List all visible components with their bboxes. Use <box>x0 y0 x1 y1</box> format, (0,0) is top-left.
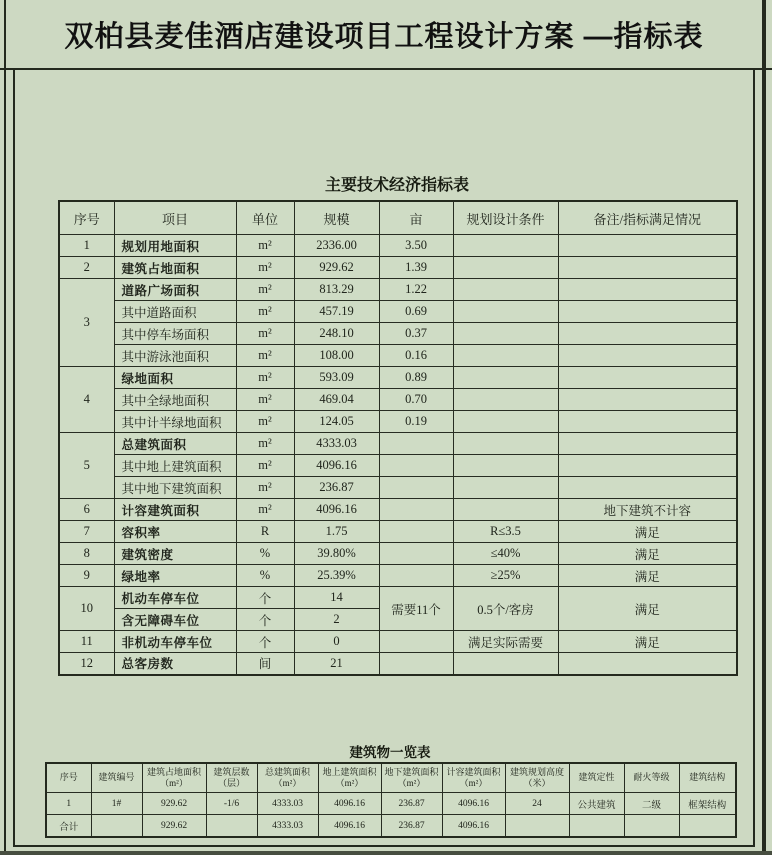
table-cell: 6 <box>59 499 114 521</box>
building-col-header: 序号 <box>46 763 91 793</box>
table-cell <box>91 815 142 838</box>
table-cell: m² <box>236 367 294 389</box>
table-cell: 3 <box>59 279 114 367</box>
table-cell: 绿地率 <box>114 565 236 587</box>
table-cell: 4096.16 <box>294 455 379 477</box>
table-cell: 满足 <box>558 565 737 587</box>
table-cell: 规划用地面积 <box>114 235 236 257</box>
table-cell: 间 <box>236 653 294 675</box>
table-cell: 0.70 <box>379 389 453 411</box>
table-cell <box>558 279 737 301</box>
table-cell: 含无障碍车位 <box>114 609 236 631</box>
sheet-bottom-edge <box>0 851 772 855</box>
table-cell: 2 <box>59 257 114 279</box>
table-cell: 0.19 <box>379 411 453 433</box>
table-cell: 满足 <box>558 631 737 653</box>
table-cell: -1/6 <box>206 793 257 815</box>
table-cell: 0.89 <box>379 367 453 389</box>
table-cell: m² <box>236 411 294 433</box>
table-cell <box>558 389 737 411</box>
table-cell: 机动车停车位 <box>114 587 236 609</box>
table-cell <box>453 653 558 675</box>
table-row <box>46 815 736 838</box>
table-cell: 其中道路面积 <box>114 301 236 323</box>
table-cell <box>558 411 737 433</box>
table-cell <box>679 815 736 838</box>
table-cell: m² <box>236 345 294 367</box>
table-cell: 929.62 <box>294 257 379 279</box>
table-cell <box>453 301 558 323</box>
table-cell: 1# <box>91 793 142 815</box>
main-col-header: 单位 <box>236 201 294 235</box>
table-cell: 24 <box>505 793 569 815</box>
table-cell <box>453 411 558 433</box>
table-cell: 0.69 <box>379 301 453 323</box>
table-cell <box>558 367 737 389</box>
table-row <box>59 477 737 499</box>
main-indicators-table <box>58 200 738 676</box>
table-cell <box>505 815 569 838</box>
building-col-header: 地下建筑面积（m²） <box>381 763 442 793</box>
table-row <box>59 235 737 257</box>
table-cell: 容积率 <box>114 521 236 543</box>
table-cell <box>379 433 453 455</box>
table-cell <box>206 815 257 838</box>
table-cell: 框架结构 <box>679 793 736 815</box>
table-cell <box>379 455 453 477</box>
table-cell: 0.5个/客房 <box>453 587 558 631</box>
building-col-header: 建筑定性 <box>569 763 624 793</box>
table-cell: 469.04 <box>294 389 379 411</box>
building-col-header: 地上建筑面积（m²） <box>318 763 381 793</box>
table-cell: 14 <box>294 587 379 609</box>
table-cell <box>453 499 558 521</box>
frame-border-left <box>4 0 6 855</box>
table-cell: 满足实际需要 <box>453 631 558 653</box>
table-cell <box>379 565 453 587</box>
table-cell: 其中计半绿地面积 <box>114 411 236 433</box>
table-cell: 4096.16 <box>442 793 505 815</box>
building-table-caption: 建筑物一览表 <box>349 745 431 760</box>
table-cell: 绿地面积 <box>114 367 236 389</box>
table-cell: m² <box>236 499 294 521</box>
table-row <box>46 793 736 815</box>
table-cell: 7 <box>59 521 114 543</box>
table-cell: 236.87 <box>294 477 379 499</box>
table-cell: ≤40% <box>453 543 558 565</box>
table-row <box>59 631 737 653</box>
table-cell <box>569 815 624 838</box>
table-cell <box>453 345 558 367</box>
table-cell <box>379 653 453 675</box>
table-cell: 4 <box>59 367 114 433</box>
table-cell: 个 <box>236 587 294 609</box>
table-cell: 合计 <box>46 815 91 838</box>
inner-frame-bottom <box>13 845 755 847</box>
table-cell: 4096.16 <box>318 815 381 838</box>
table-cell <box>379 521 453 543</box>
table-cell: 其中地下建筑面积 <box>114 477 236 499</box>
table-cell: m² <box>236 301 294 323</box>
table-cell: 457.19 <box>294 301 379 323</box>
table-cell: 1.39 <box>379 257 453 279</box>
sheet-title: 双柏县麦佳酒店建设项目工程设计方案 —指标表 <box>64 20 704 53</box>
table-row <box>59 499 737 521</box>
table-row <box>59 279 737 301</box>
table-row <box>59 565 737 587</box>
table-cell: 总建筑面积 <box>114 433 236 455</box>
table-cell: 其中地上建筑面积 <box>114 455 236 477</box>
table-cell: 4096.16 <box>294 499 379 521</box>
title-band <box>6 0 762 68</box>
table-cell: 2336.00 <box>294 235 379 257</box>
table-cell: 4096.16 <box>442 815 505 838</box>
table-cell: 0 <box>294 631 379 653</box>
building-col-header: 建筑层数（层） <box>206 763 257 793</box>
building-col-header: 计容建筑面积（m²） <box>442 763 505 793</box>
table-cell: 需要11个 <box>379 587 453 631</box>
table-cell <box>558 653 737 675</box>
table-cell: 其中停车场面积 <box>114 323 236 345</box>
table-cell <box>453 323 558 345</box>
table-cell: 108.00 <box>294 345 379 367</box>
table-cell: ≥25% <box>453 565 558 587</box>
table-cell: 10 <box>59 587 114 631</box>
table-cell: 929.62 <box>142 815 206 838</box>
building-list-table <box>45 762 737 838</box>
table-cell: 1.75 <box>294 521 379 543</box>
table-cell: 满足 <box>558 521 737 543</box>
table-row <box>59 587 737 609</box>
table-cell: 39.80% <box>294 543 379 565</box>
building-col-header: 建筑占地面积（m²） <box>142 763 206 793</box>
table-cell <box>379 631 453 653</box>
main-col-header: 亩 <box>379 201 453 235</box>
table-cell: 1.22 <box>379 279 453 301</box>
building-col-header: 建筑结构 <box>679 763 736 793</box>
table-cell: 个 <box>236 631 294 653</box>
table-cell: m² <box>236 433 294 455</box>
table-cell: 248.10 <box>294 323 379 345</box>
table-cell: 21 <box>294 653 379 675</box>
building-col-header: 建筑规划高度（米） <box>505 763 569 793</box>
table-cell: 11 <box>59 631 114 653</box>
table-cell <box>453 235 558 257</box>
table-row <box>59 389 737 411</box>
table-cell: 25.39% <box>294 565 379 587</box>
table-cell <box>558 257 737 279</box>
table-row <box>59 543 737 565</box>
table-row <box>59 455 737 477</box>
inner-frame-right <box>753 70 755 847</box>
table-cell: 5 <box>59 433 114 499</box>
table-cell: 0.37 <box>379 323 453 345</box>
table-cell <box>558 433 737 455</box>
table-cell: 929.62 <box>142 793 206 815</box>
table-row <box>59 433 737 455</box>
table-cell <box>453 279 558 301</box>
table-cell: 124.05 <box>294 411 379 433</box>
table-cell: 建筑占地面积 <box>114 257 236 279</box>
table-cell: 计容建筑面积 <box>114 499 236 521</box>
table-cell: 满足 <box>558 587 737 631</box>
table-cell: 0.16 <box>379 345 453 367</box>
main-col-header: 项目 <box>114 201 236 235</box>
main-table-header <box>59 201 737 235</box>
table-row <box>59 345 737 367</box>
table-cell: 12 <box>59 653 114 675</box>
inner-frame-left <box>13 70 15 847</box>
table-cell <box>453 367 558 389</box>
table-cell: 道路广场面积 <box>114 279 236 301</box>
table-cell: m² <box>236 257 294 279</box>
table-cell <box>453 433 558 455</box>
table-cell: m² <box>236 279 294 301</box>
table-cell: 9 <box>59 565 114 587</box>
table-cell <box>453 389 558 411</box>
table-cell: m² <box>236 477 294 499</box>
table-row <box>59 257 737 279</box>
table-cell: % <box>236 543 294 565</box>
table-cell: 2 <box>294 609 379 631</box>
main-col-header: 备注/指标满足情况 <box>558 201 737 235</box>
table-cell <box>453 257 558 279</box>
table-cell <box>558 455 737 477</box>
table-row <box>59 411 737 433</box>
table-cell: 地下建筑不计容 <box>558 499 737 521</box>
table-cell <box>558 323 737 345</box>
table-row <box>59 323 737 345</box>
table-cell: 4096.16 <box>318 793 381 815</box>
table-row <box>59 653 737 675</box>
building-table-header <box>46 763 736 793</box>
table-cell: % <box>236 565 294 587</box>
table-cell: 满足 <box>558 543 737 565</box>
table-cell: 总客房数 <box>114 653 236 675</box>
table-cell: 4333.03 <box>257 815 318 838</box>
table-cell <box>379 499 453 521</box>
table-cell: 其中游泳池面积 <box>114 345 236 367</box>
table-cell: 813.29 <box>294 279 379 301</box>
table-row <box>59 521 737 543</box>
table-cell: m² <box>236 389 294 411</box>
table-cell: 1 <box>59 235 114 257</box>
building-col-header: 总建筑面积（m²） <box>257 763 318 793</box>
building-col-header: 建筑编号 <box>91 763 142 793</box>
title-separator-line <box>0 68 772 70</box>
table-cell: 236.87 <box>381 815 442 838</box>
table-cell <box>558 235 737 257</box>
table-cell: 非机动车停车位 <box>114 631 236 653</box>
table-cell <box>453 455 558 477</box>
table-cell: 建筑密度 <box>114 543 236 565</box>
main-col-header: 规模 <box>294 201 379 235</box>
table-row <box>59 367 737 389</box>
table-cell: 4333.03 <box>257 793 318 815</box>
table-cell: 4333.03 <box>294 433 379 455</box>
table-row <box>59 301 737 323</box>
table-cell: 二级 <box>624 793 679 815</box>
table-cell <box>379 477 453 499</box>
main-col-header: 序号 <box>59 201 114 235</box>
table-cell: 593.09 <box>294 367 379 389</box>
table-cell <box>558 345 737 367</box>
table-cell: R <box>236 521 294 543</box>
table-cell <box>379 543 453 565</box>
table-cell: 其中全绿地面积 <box>114 389 236 411</box>
table-cell <box>453 477 558 499</box>
table-cell <box>558 477 737 499</box>
table-cell: 3.50 <box>379 235 453 257</box>
main-table-caption: 主要技术经济指标表 <box>324 177 469 194</box>
table-cell: m² <box>236 235 294 257</box>
table-cell <box>558 301 737 323</box>
table-cell: 1 <box>46 793 91 815</box>
main-col-header: 规划设计条件 <box>453 201 558 235</box>
table-cell: R≤3.5 <box>453 521 558 543</box>
table-cell: 公共建筑 <box>569 793 624 815</box>
table-cell: m² <box>236 455 294 477</box>
table-cell: m² <box>236 323 294 345</box>
table-cell <box>624 815 679 838</box>
table-cell: 236.87 <box>381 793 442 815</box>
table-cell: 8 <box>59 543 114 565</box>
frame-border-right <box>762 0 766 855</box>
building-col-header: 耐火等级 <box>624 763 679 793</box>
table-cell: 个 <box>236 609 294 631</box>
